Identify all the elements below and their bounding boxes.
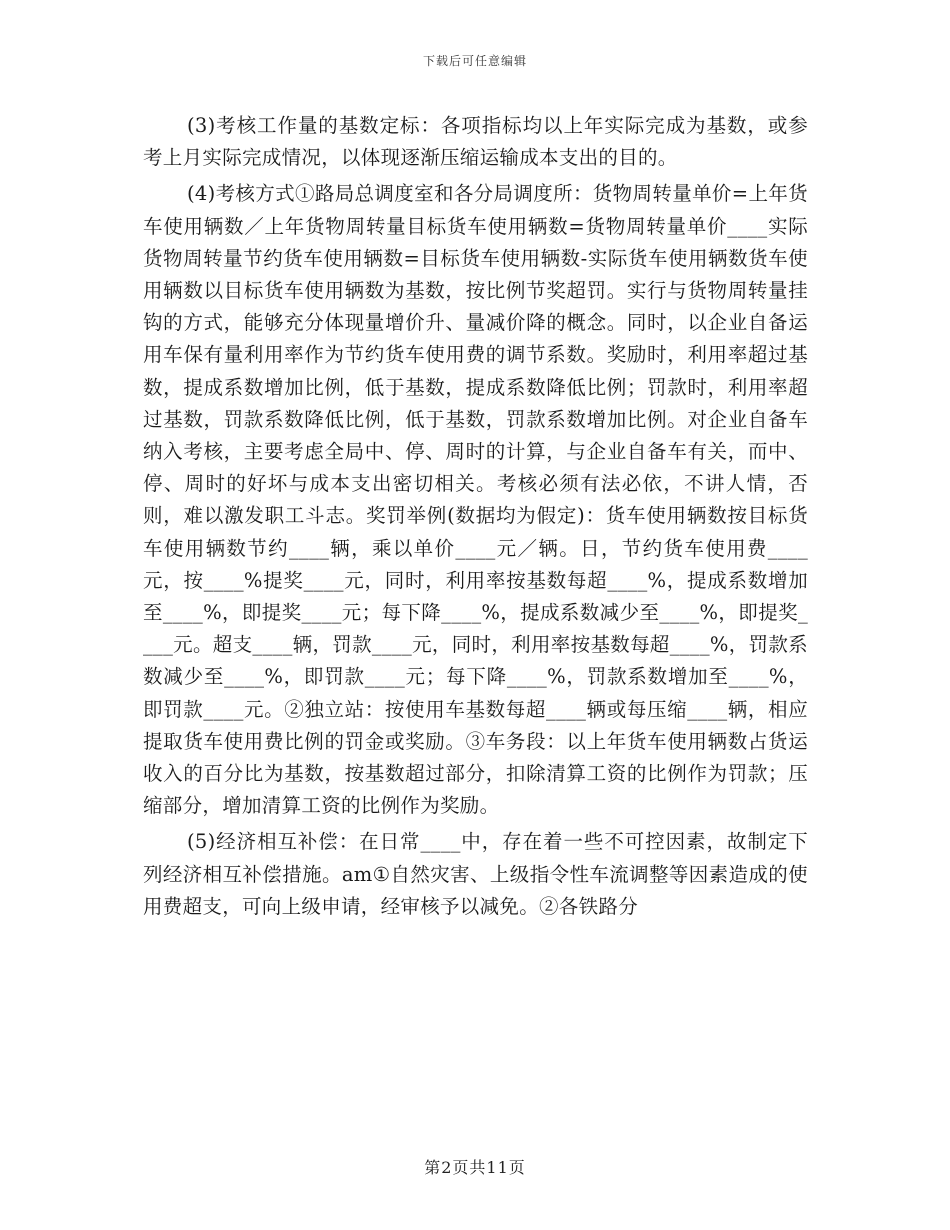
document-body — [143, 110, 808, 923]
paragraph-5: (5)经济相互补偿：在日常____中，存在着一些不可控因素，故制定下列经济相互补偿措施。am①自然灾害、上级指令性车流调整等因素造成的使用费超支，可向上级申请，经审核予以减免。②各铁路分 — [143, 830, 808, 918]
paragraph-3: (3)考核工作量的基数定标：各项指标均以上年实际完成为基数，或参考上月实际完成情况，以体现逐渐压缩运输成本支出的目的。 — [143, 114, 808, 170]
page-header: 下载后可任意编辑 — [422, 54, 527, 68]
page-footer: 第2页共11页 — [424, 1158, 526, 1177]
paragraph-4: (4)考核方式①路局总调度室和各分局调度所：货物周转量单价=上年货车使用辆数／上年货物周转量目标货车使用辆数=货物周转量单价____实际货物周转量节约货车使用辆数=目标货车使用辆数-实际货车使用辆数货车使用辆数以目标货车使用辆数为基数，按比例节奖超罚。实行与货物周转量挂钩的方式，能够充分体现量增价升、量减价降的概念。同时，以企业自备运用车保有量利用率作为节约货车使用费的调节系数。奖励时，利用率超过基数，提成系数增加比例，低于基数，提成系数降低比例；罚款时，利用率超过基数，罚款系数降低比例，低于基数，罚款系数增加比例。对企业自备车纳入考核，主要考虑全局中、停、周时的计算，与企业自备车有关，而中、停、周时的好坏与成本支出密切相关。考核必须有法必依，不讲人情，否则，难以激发职工斗志。奖罚举例(数据均为假定)：货车使用辆数按目标货车使用辆数节约____辆，乘以单价____元／辆。日，节约货车使用费____元，按____%提奖____元，同时，利用率按基数每超____%，提成系数增加至____%，即提奖____元；每下降____%，提成系数减少至____%，即提奖____元。超支____辆，罚款____元，同时，利用率按基数每超____%，罚款系数减少至____%，即罚款____元；每下降____%，罚款系数增加至____%，即罚款____元。②独立站：按使用车基数每超____辆或每压缩____辆，相应提取货车使用费比例的罚金或奖励。③车务段：以上年货车使用辆数占货运收入的百分比为基数，按基数超过部分，扣除清算工资的比例作为罚款；压缩部分，增加清算工资的比例作为奖励。 — [143, 182, 808, 818]
